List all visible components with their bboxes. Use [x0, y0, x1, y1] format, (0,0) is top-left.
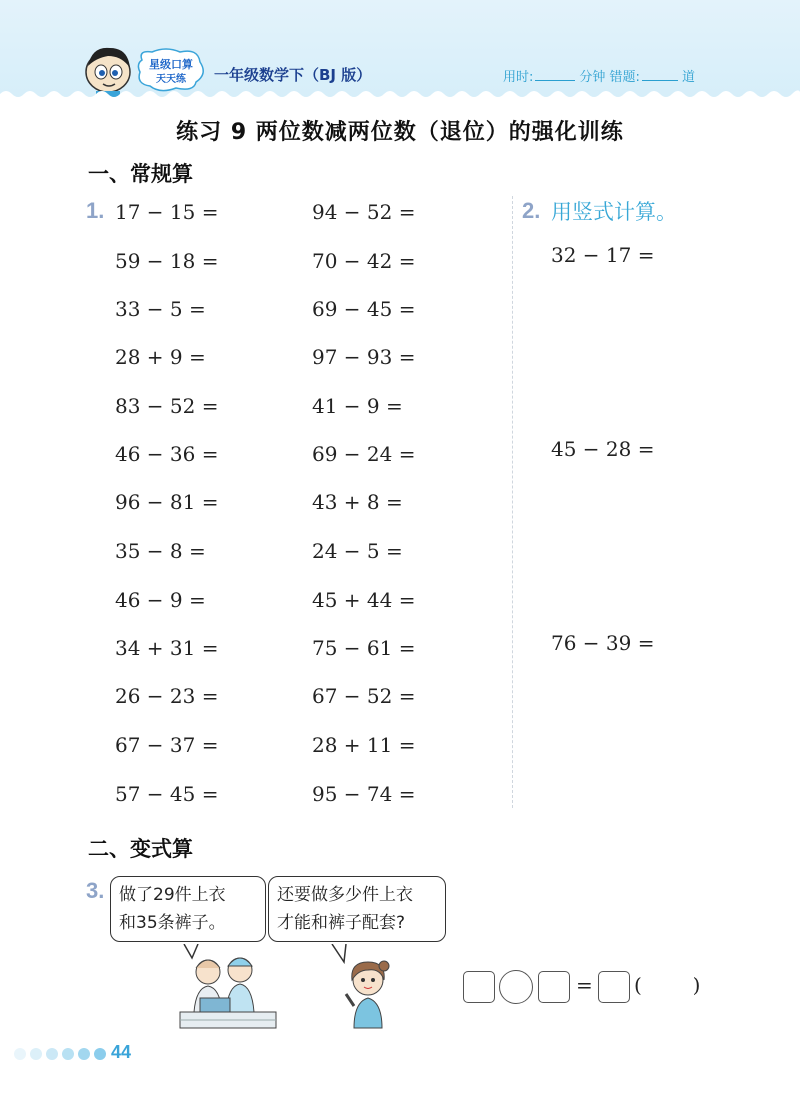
- time-label: 用时:: [503, 70, 534, 85]
- q2-number: 2.: [522, 198, 541, 223]
- q3-number: 3.: [86, 878, 105, 903]
- equation: 34 + 31 =: [115, 636, 219, 660]
- equation: 24 − 5 =: [312, 539, 403, 563]
- header-wave: [0, 88, 800, 100]
- equation: 45 + 44 =: [312, 588, 416, 612]
- equals-sign: =: [576, 973, 593, 997]
- book-title: 一年级数学下（BJ 版）: [214, 66, 372, 84]
- time-fields: [503, 66, 695, 85]
- bubble-line: 和35条裤子。: [119, 913, 226, 933]
- equation: 70 − 42 =: [312, 249, 416, 273]
- bubble-line: 还要做多少件上衣: [277, 885, 413, 905]
- equation: 67 − 52 =: [312, 684, 416, 708]
- equation: 97 − 93 =: [312, 345, 416, 369]
- equation: 17 − 15 =: [115, 200, 219, 224]
- equation: 41 − 9 =: [312, 394, 403, 418]
- footer-dots: [14, 1047, 108, 1061]
- minute-label: 分钟: [579, 70, 606, 85]
- section1-heading: 一、常规算: [88, 162, 193, 186]
- badge-line2: 天天练: [156, 74, 186, 85]
- equation: 28 + 9 =: [115, 345, 206, 369]
- answer-box[interactable]: [598, 971, 630, 1003]
- column-divider: [512, 196, 513, 808]
- badge-line1: 星级口算: [149, 58, 193, 71]
- equation: 28 + 11 =: [312, 733, 416, 757]
- equation: 96 − 81 =: [115, 490, 219, 514]
- errors-blank[interactable]: [642, 80, 678, 81]
- unit-paren[interactable]: ( ): [634, 973, 701, 997]
- answer-box[interactable]: [463, 971, 495, 1003]
- equation: 43 + 8 =: [312, 490, 403, 514]
- vertical-calc-item: 32 − 17 =: [551, 243, 655, 267]
- speech-bubble-girl: [268, 876, 446, 942]
- answer-box[interactable]: [538, 971, 570, 1003]
- equation: 83 − 52 =: [115, 394, 219, 418]
- equation: 35 − 8 =: [115, 539, 206, 563]
- q2-title: 用竖式计算。: [551, 200, 677, 224]
- count-label: 道: [681, 70, 695, 85]
- equation: 33 − 5 =: [115, 297, 206, 321]
- equation: 26 − 23 =: [115, 684, 219, 708]
- equation: 95 − 74 =: [312, 782, 416, 806]
- operator-circle[interactable]: [499, 970, 533, 1004]
- vertical-calc-item: 76 − 39 =: [551, 631, 655, 655]
- bubble-line: 做了29件上衣: [119, 885, 226, 905]
- equation: 69 − 45 =: [312, 297, 416, 321]
- workers-illustration: [176, 950, 280, 1032]
- speech-bubble-worker: [110, 876, 266, 942]
- q1-number: 1.: [86, 198, 105, 223]
- girl-illustration: [340, 958, 396, 1030]
- lesson-title: 练习 9 两位数减两位数（退位）的强化训练: [176, 120, 624, 145]
- equation: 59 − 18 =: [115, 249, 219, 273]
- equation: 46 − 36 =: [115, 442, 219, 466]
- errors-label: 错题:: [609, 70, 640, 85]
- page-number: 44: [111, 1042, 132, 1062]
- vertical-calc-item: 45 − 28 =: [551, 437, 655, 461]
- section2-heading: 二、变式算: [88, 837, 193, 861]
- time-blank[interactable]: [535, 80, 575, 81]
- equation: 57 − 45 =: [115, 782, 219, 806]
- equation: 69 − 24 =: [312, 442, 416, 466]
- brand-badge: [136, 48, 206, 92]
- page-header: [0, 0, 800, 100]
- equation: 46 − 9 =: [115, 588, 206, 612]
- bubble-line: 才能和裤子配套?: [277, 913, 406, 933]
- equation: 94 − 52 =: [312, 200, 416, 224]
- equation: 67 − 37 =: [115, 733, 219, 757]
- equation: 75 − 61 =: [312, 636, 416, 660]
